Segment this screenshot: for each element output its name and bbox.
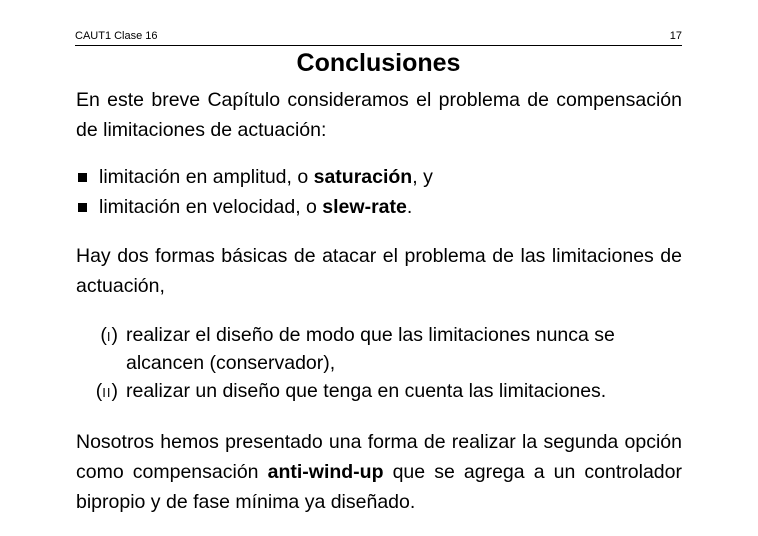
list-item (76, 192, 682, 222)
conclusion-text-end: que se agrega a un controlador bipropio y de fase mínima ya diseñado. (76, 461, 682, 513)
option-line: realizar el diseño de modo que las limitaciones nunca se (126, 324, 615, 346)
list-item (76, 162, 682, 192)
list-item (76, 321, 682, 377)
slide-header (75, 29, 682, 46)
conclusion-text: Nosotros hemos presentado una forma de realizar la segunda opción como compensación (76, 431, 682, 483)
bullet-text: limitación en amplitud, o (99, 166, 314, 188)
page-number: 17 (669, 30, 682, 42)
bullet-list (76, 162, 682, 222)
conclusion-bold-term: anti-wind-up (267, 461, 384, 483)
bullet-bold-term: saturación (313, 166, 413, 188)
bullet-text-end: , y (412, 166, 433, 188)
square-bullet-icon (78, 203, 87, 212)
square-bullet-icon (78, 173, 87, 182)
bullet-bold-term: slew-rate (322, 196, 407, 218)
conclusion-paragraph (76, 427, 682, 517)
forms-paragraph: Hay dos formas básicas de atacar el problema de las limitaciones de actuación, (76, 245, 682, 297)
options-list (76, 321, 682, 405)
intro-paragraph: En este breve Capítulo consideramos el problema de compensación de limitaciones de actuación: (76, 89, 682, 141)
course-label: CAUT1 Clase 16 (75, 30, 158, 42)
option-line: realizar un diseño que tenga en cuenta las limitaciones. (126, 380, 607, 402)
page-title: Conclusiones (296, 49, 461, 77)
option-line-continued: alcancen (conservador), (126, 352, 336, 374)
list-item (76, 377, 682, 405)
enum-marker: (II) (95, 380, 118, 402)
enum-marker: (I) (100, 324, 118, 346)
bullet-text-end: . (406, 196, 413, 218)
bullet-text: limitación en velocidad, o (99, 196, 323, 218)
